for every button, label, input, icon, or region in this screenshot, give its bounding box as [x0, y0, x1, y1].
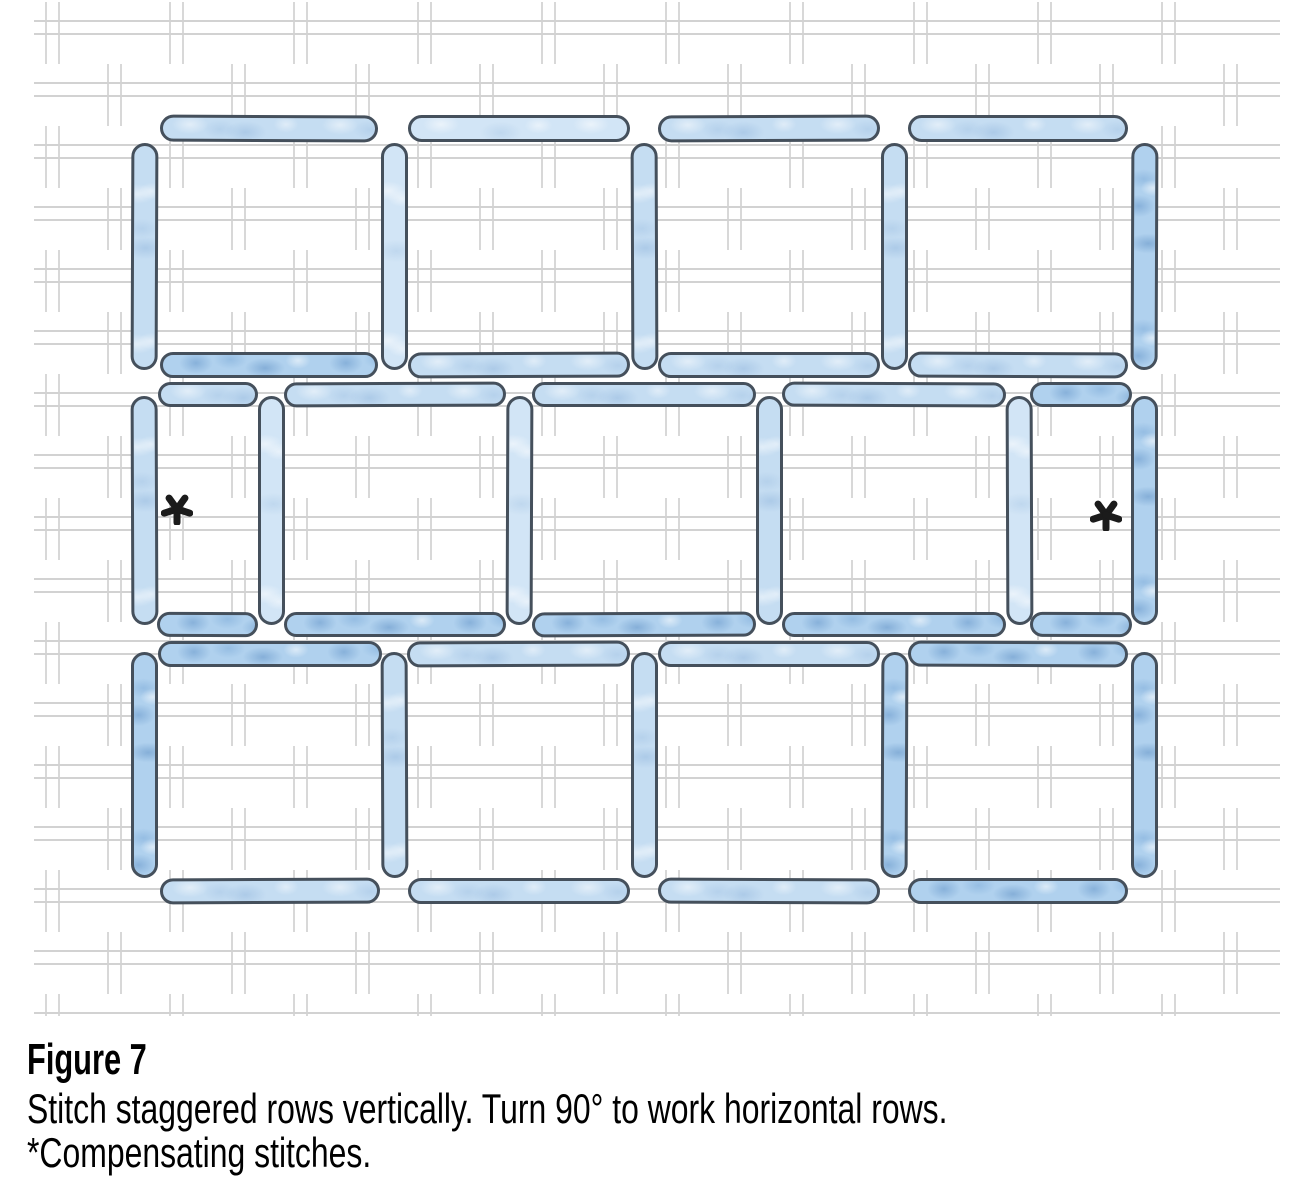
- stitch-vertical: [131, 143, 159, 370]
- stitch-vertical: [131, 396, 159, 625]
- compensating-stitch-marker: [161, 493, 193, 525]
- stitch-horizontal: [284, 382, 506, 408]
- stitch-vertical: [1131, 396, 1158, 625]
- stitch-horizontal: [158, 641, 382, 667]
- stitch-vertical: [631, 652, 658, 878]
- stitch-horizontal: [658, 352, 880, 378]
- stitch-horizontal: [157, 612, 258, 637]
- figure-instructions-text: Stitch staggered rows vertically. Turn 90° to work horizontal rows.: [27, 1085, 948, 1132]
- stitch-horizontal: [658, 641, 880, 667]
- stitch-horizontal: [658, 878, 880, 905]
- stitch-horizontal: [532, 612, 756, 638]
- stitch-horizontal: [284, 612, 506, 637]
- stitch-horizontal: [160, 115, 378, 143]
- figure-note-text: *Compensating stitches.: [27, 1129, 372, 1176]
- stitch-horizontal: [908, 878, 1128, 904]
- stitch-horizontal: [408, 115, 630, 142]
- stitch-horizontal: [532, 382, 756, 407]
- stitch-vertical: [1131, 143, 1159, 370]
- figure-note: [27, 1129, 480, 1177]
- stitch-vertical: [131, 652, 158, 878]
- stitch-horizontal: [908, 352, 1128, 379]
- stitch-vertical: [381, 652, 409, 878]
- stitch-vertical: [506, 396, 534, 625]
- stitch-vertical: [756, 396, 783, 625]
- stitch-vertical: [381, 143, 408, 370]
- stitch-vertical: [881, 143, 908, 370]
- stitch-horizontal: [408, 878, 630, 904]
- stitch-horizontal: [782, 612, 1006, 637]
- stitch-vertical: [258, 396, 285, 625]
- stitch-horizontal: [1030, 612, 1132, 637]
- stitch-horizontal: [908, 115, 1128, 142]
- stitch-vertical: [631, 143, 659, 370]
- stitch-horizontal: [408, 352, 630, 379]
- asterisk-icon: [161, 493, 193, 525]
- stitch-vertical: [1006, 396, 1034, 625]
- stitch-horizontal: [407, 641, 630, 668]
- stitch-vertical: [1131, 652, 1158, 878]
- stitch-vertical: [881, 652, 909, 878]
- stitch-horizontal: [158, 382, 258, 407]
- figure-title: [27, 1036, 198, 1084]
- needlepoint-canvas-grid: [34, 2, 1280, 1016]
- compensating-stitch-marker: [1090, 499, 1122, 531]
- figure-instructions: [27, 1085, 1238, 1133]
- stitch-horizontal: [160, 878, 380, 905]
- stitch-horizontal: [160, 352, 378, 378]
- stitch-horizontal: [782, 382, 1006, 408]
- stitch-horizontal: [908, 641, 1128, 668]
- asterisk-icon: [1090, 499, 1122, 531]
- stitch-horizontal: [1030, 382, 1132, 407]
- figure-title-text: Figure 7: [27, 1035, 147, 1084]
- stitch-horizontal: [658, 115, 880, 143]
